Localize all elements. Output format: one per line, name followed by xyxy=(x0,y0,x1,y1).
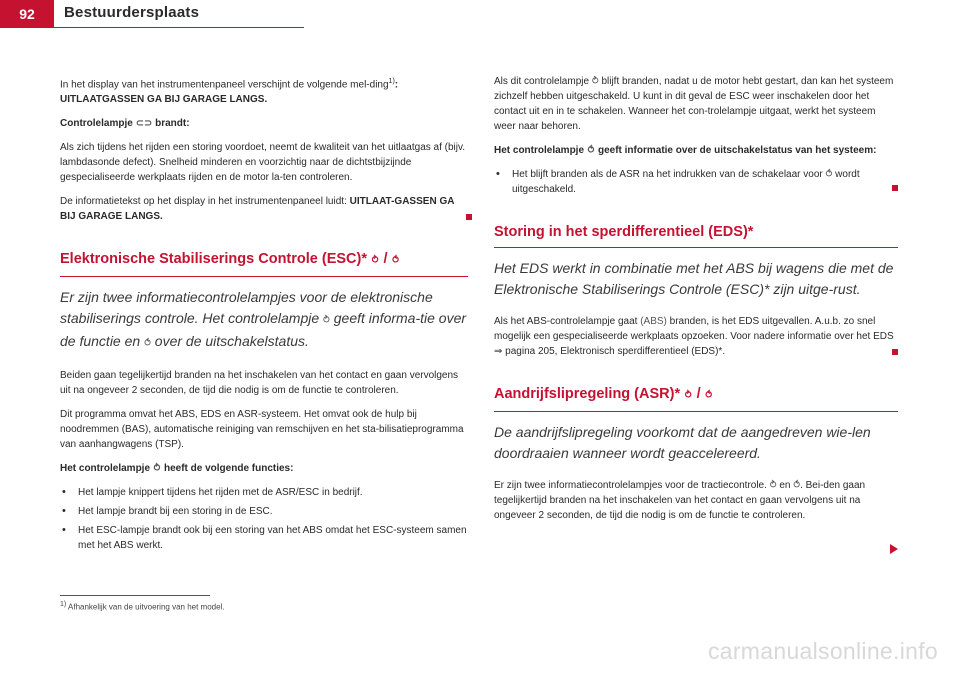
esc-skid-icon: ⥁ xyxy=(152,463,162,475)
section-title-asr: Aandrijfslipregeling (ASR)* ⥁ / ⥀ xyxy=(494,385,898,412)
status-list xyxy=(494,167,898,197)
paragraph: Als dit controlelampje ⥁ blijft branden, nadat u de motor hebt gestart, dan kan het systeem zichzelf hebben uitgeschakeld. U kunt in dit geval de ESC weer inschakelen door het contact uit en in te schakelen. Wanneer het con-trolelampje uitgaat, werkt het systeem weer naar behoren. xyxy=(494,76,894,132)
left-column xyxy=(60,74,468,562)
section-title-esc: Elektronische Stabiliserings Controle (ESC)* ⥁ / ⥀ xyxy=(60,250,468,277)
section-intro: Er zijn twee informatiecontrolelampjes voor de elektronische stabiliserings controle. Het controlelampje ⥁ geeft informa-tie over de functie en ⥀ over de uitschakelstatus. xyxy=(60,287,468,354)
paragraph: De informatietekst op het display in het instrumentenpaneel luidt: UITLAAT-GASSEN GA BIJ GARAGE LANGS. xyxy=(60,194,468,224)
list-item: • Het ESC-lampje brandt ook bij een storing van het ABS omdat het ESC-systeem samen met het ABS werkt. xyxy=(60,523,468,553)
paragraph: Als zich tijdens het rijden een storing voordoet, neemt de kwaliteit van het uitlaatgas af (bijv. lambdasonde defect). Snelheid minderen en voorzichtig naar de dichtstbijzijnde gespecialiseerde werkplaats rijden en de motor la-ten controleren. xyxy=(60,142,466,184)
section-intro: De aandrijfslipregeling voorkomt dat de aangedreven wie-len doordraaien wanneer wordt geaccelereerd. xyxy=(494,424,871,461)
esc-off-icon: ⥀ xyxy=(825,169,833,180)
paragraph: Dit programma omvat het ABS, EDS en ASR-systeem. Het omvat ook de hulp bij noodremmen (BAS), automatische reiniging van remschijven en het sta-bilisatieprogramma van aanhangwagens (TSP). xyxy=(60,409,464,451)
paragraph: Beiden gaan tegelijkertijd branden na het inschakelen van het contact en gaan vervolgens uit na ongeveer 2 seconden, de tijd die nodig is om de functie te controleren. xyxy=(60,370,459,397)
paragraph: Als het ABS-controlelampje gaat (ABS) branden, is het EDS uitgevallen. A.u.b. zo snel mogelijk een gespecialiseerde werkplaats opzoeken. Voor nadere informatie over het EDS ⇒ pagina 205, Elektronisch sperdifferentieel (EDS)*. xyxy=(494,314,898,359)
right-column xyxy=(494,74,898,532)
section-intro: Het EDS werkt in combinatie met het ABS bij wagens die met de Elektronische Stabiliserings Controle (ESC)* zijn uitge-rust. xyxy=(494,260,894,297)
section-title-eds: Storing in het sperdifferentieel (EDS)* xyxy=(494,223,898,248)
esc-skid-icon: ⥁ xyxy=(591,76,599,87)
esc-off-icon: ⥀ xyxy=(793,480,801,491)
list-item: • Het blijft branden als de ASR na het indrukken van de schakelaar voor ⥀ wordt uitgeschakeld. xyxy=(494,167,898,197)
running-title: Bestuurdersplaats xyxy=(64,4,200,21)
subheading: Het controlelampje ⥀ geeft informatie over de uitschakelstatus van het systeem: xyxy=(494,145,877,156)
esc-off-icon: ⥀ xyxy=(391,255,400,267)
esc-off-icon: ⥀ xyxy=(144,338,151,350)
header-rule xyxy=(54,27,304,28)
subheading: Controlelampje ⊂⊃ brandt: xyxy=(60,118,190,130)
paragraph: Er zijn twee informatiecontrolelampjes voor de tractiecontrole. ⥁ en ⥀. Bei-den gaan tegelijkertijd branden na het inschakelen van het contact en gaan vervolgens uit na ongeveer 2 seconden, de tijd die nodig is om de functie te controleren. xyxy=(494,480,866,521)
continue-arrow-icon xyxy=(890,544,898,554)
page-number: 92 xyxy=(0,0,54,28)
footnote-rule xyxy=(60,595,210,596)
esc-off-icon: ⥀ xyxy=(704,390,714,401)
end-marker xyxy=(892,185,898,191)
esc-skid-icon: ⥁ xyxy=(371,255,380,267)
watermark: carmanualsonline.info xyxy=(707,638,938,664)
end-marker xyxy=(892,349,898,355)
esc-skid-icon: ⥁ xyxy=(323,315,330,327)
list-item: • Het lampje brandt bij een storing in de ESC. xyxy=(60,504,468,519)
engine-warning-icon: ⊂⊃ xyxy=(135,118,153,130)
end-marker xyxy=(466,214,472,220)
esc-off-icon: ⥀ xyxy=(586,145,596,156)
subheading: Het controlelampje ⥁ heeft de volgende functies: xyxy=(60,463,294,475)
esc-skid-icon: ⥁ xyxy=(769,480,777,491)
paragraph: In het display van het instrumentenpaneel verschijnt de volgende mel-ding$^{1)}$: UITLAATGASSEN GA BIJ GARAGE LANGS. xyxy=(60,78,399,106)
list-item: • Het lampje knippert tijdens het rijden met de ASR/ESC in bedrijf. xyxy=(60,485,468,500)
function-list xyxy=(60,485,468,553)
footnote: $^{1)}$ Afhankelijk van de uitvoering van het model. xyxy=(60,601,225,612)
esc-skid-icon: ⥁ xyxy=(684,390,693,401)
abs-icon: (ABS) xyxy=(640,316,667,327)
